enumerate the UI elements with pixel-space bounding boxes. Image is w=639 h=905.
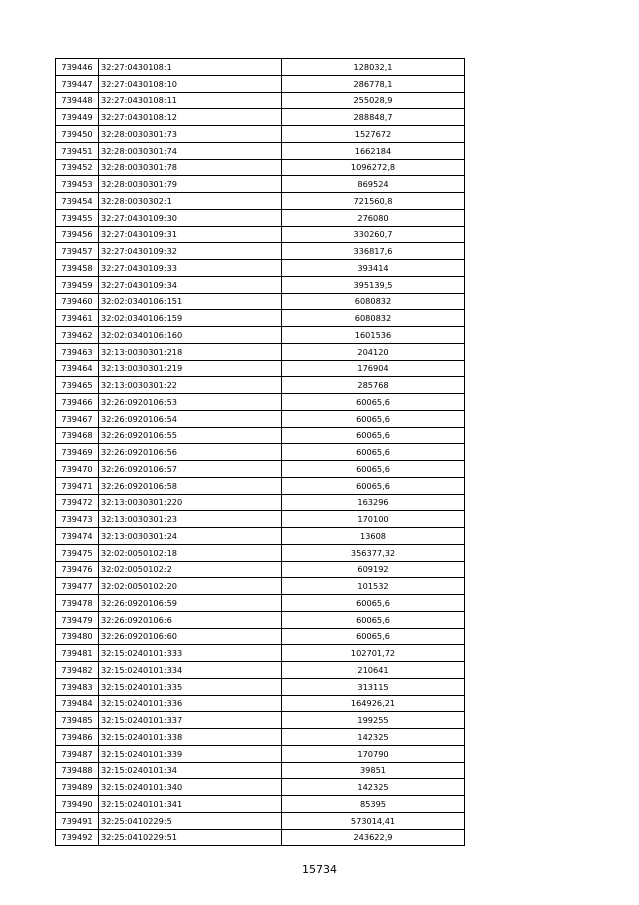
- cadastral-value-cell: 330260,7: [282, 226, 465, 243]
- table-row: [56, 343, 465, 360]
- row-id-cell: 739471: [56, 477, 99, 494]
- cadastral-value-cell: 60065,6: [282, 461, 465, 478]
- table-row: [56, 645, 465, 662]
- cadastral-number-cell: 32:13:0030301:218: [99, 343, 282, 360]
- cadastral-number-cell: 32:28:0030301:78: [99, 159, 282, 176]
- cadastral-number-cell: 32:13:0030301:22: [99, 377, 282, 394]
- cadastral-value-cell: 142325: [282, 779, 465, 796]
- row-id-cell: 739470: [56, 461, 99, 478]
- row-id-cell: 739473: [56, 511, 99, 528]
- cadastral-number-cell: 32:27:0430109:32: [99, 243, 282, 260]
- cadastral-number-cell: 32:26:0920106:60: [99, 628, 282, 645]
- row-id-cell: 739468: [56, 427, 99, 444]
- row-id-cell: 739454: [56, 193, 99, 210]
- cadastral-value-cell: 142325: [282, 729, 465, 746]
- table-row: [56, 243, 465, 260]
- table-row: [56, 779, 465, 796]
- row-id-cell: 739484: [56, 695, 99, 712]
- cadastral-value-cell: 1601536: [282, 327, 465, 344]
- cadastral-value-cell: 336817,6: [282, 243, 465, 260]
- cadastral-value-cell: 286778,1: [282, 75, 465, 92]
- table-row: [56, 209, 465, 226]
- cadastral-number-cell: 32:15:0240101:34: [99, 762, 282, 779]
- cadastral-number-cell: 32:13:0030301:23: [99, 511, 282, 528]
- cadastral-number-cell: 32:27:0430109:30: [99, 209, 282, 226]
- table-row: [56, 578, 465, 595]
- table-row: [56, 427, 465, 444]
- table-row: [56, 477, 465, 494]
- row-id-cell: 739465: [56, 377, 99, 394]
- row-id-cell: 739452: [56, 159, 99, 176]
- table-row: [56, 528, 465, 545]
- cadastral-value-cell: 102701,72: [282, 645, 465, 662]
- cadastral-value-cell: 163296: [282, 494, 465, 511]
- row-id-cell: 739450: [56, 126, 99, 143]
- table-row: [56, 92, 465, 109]
- table-row: [56, 410, 465, 427]
- cadastral-value-cell: 60065,6: [282, 595, 465, 612]
- table-row: [56, 494, 465, 511]
- cadastral-number-cell: 32:15:0240101:339: [99, 745, 282, 762]
- cadastral-value-cell: 60065,6: [282, 427, 465, 444]
- row-id-cell: 739472: [56, 494, 99, 511]
- cadastral-value-cell: 128032,1: [282, 59, 465, 76]
- table-row: [56, 595, 465, 612]
- cadastral-number-cell: 32:13:0030301:220: [99, 494, 282, 511]
- cadastral-number-cell: 32:27:0430109:31: [99, 226, 282, 243]
- row-id-cell: 739478: [56, 595, 99, 612]
- cadastral-number-cell: 32:26:0920106:53: [99, 394, 282, 411]
- row-id-cell: 739486: [56, 729, 99, 746]
- table-row: [56, 678, 465, 695]
- cadastral-value-cell: 101532: [282, 578, 465, 595]
- row-id-cell: 739453: [56, 176, 99, 193]
- cadastral-value-cell: 60065,6: [282, 394, 465, 411]
- table-row: [56, 511, 465, 528]
- cadastral-number-cell: 32:27:0430109:34: [99, 276, 282, 293]
- cadastral-number-cell: 32:15:0240101:336: [99, 695, 282, 712]
- row-id-cell: 739474: [56, 528, 99, 545]
- cadastral-number-cell: 32:27:0430108:10: [99, 75, 282, 92]
- table-row: [56, 461, 465, 478]
- cadastral-number-cell: 32:02:0050102:18: [99, 544, 282, 561]
- cadastral-value-cell: 6080832: [282, 293, 465, 310]
- cadastral-number-cell: 32:26:0920106:55: [99, 427, 282, 444]
- table-row: [56, 745, 465, 762]
- row-id-cell: 739476: [56, 561, 99, 578]
- table-row: [56, 75, 465, 92]
- cadastral-number-cell: 32:28:0030301:74: [99, 142, 282, 159]
- row-id-cell: 739459: [56, 276, 99, 293]
- cadastral-number-cell: 32:27:0430108:11: [99, 92, 282, 109]
- cadastral-number-cell: 32:26:0920106:56: [99, 444, 282, 461]
- table-row: [56, 109, 465, 126]
- cadastral-value-cell: 1096272,8: [282, 159, 465, 176]
- table-row: [56, 561, 465, 578]
- row-id-cell: 739482: [56, 662, 99, 679]
- cadastral-value-cell: 210641: [282, 662, 465, 679]
- row-id-cell: 739485: [56, 712, 99, 729]
- row-id-cell: 739455: [56, 209, 99, 226]
- cadastral-number-cell: 32:26:0920106:54: [99, 410, 282, 427]
- cadastral-value-cell: 573014,41: [282, 812, 465, 829]
- table-row: [56, 193, 465, 210]
- row-id-cell: 739489: [56, 779, 99, 796]
- cadastral-value-cell: 356377,32: [282, 544, 465, 561]
- cadastral-number-cell: 32:15:0240101:333: [99, 645, 282, 662]
- row-id-cell: 739467: [56, 410, 99, 427]
- cadastral-value-cell: 199255: [282, 712, 465, 729]
- table-row: [56, 159, 465, 176]
- row-id-cell: 739447: [56, 75, 99, 92]
- cadastral-number-cell: 32:02:0050102:2: [99, 561, 282, 578]
- cadastral-number-cell: 32:02:0050102:20: [99, 578, 282, 595]
- table-row: [56, 226, 465, 243]
- cadastral-value-cell: 204120: [282, 343, 465, 360]
- row-id-cell: 739483: [56, 678, 99, 695]
- cadastral-value-cell: 85395: [282, 796, 465, 813]
- cadastral-number-cell: 32:28:0030302:1: [99, 193, 282, 210]
- row-id-cell: 739479: [56, 611, 99, 628]
- row-id-cell: 739469: [56, 444, 99, 461]
- cadastral-number-cell: 32:13:0030301:24: [99, 528, 282, 545]
- cadastral-value-cell: 1527672: [282, 126, 465, 143]
- row-id-cell: 739481: [56, 645, 99, 662]
- table-row: [56, 176, 465, 193]
- row-id-cell: 739446: [56, 59, 99, 76]
- cadastral-value-cell: 60065,6: [282, 410, 465, 427]
- cadastral-number-cell: 32:28:0030301:73: [99, 126, 282, 143]
- cadastral-number-cell: 32:15:0240101:335: [99, 678, 282, 695]
- cadastral-number-cell: 32:15:0240101:337: [99, 712, 282, 729]
- row-id-cell: 739462: [56, 327, 99, 344]
- cadastral-value-cell: 313115: [282, 678, 465, 695]
- table-row: [56, 628, 465, 645]
- table-row: [56, 812, 465, 829]
- cadastral-value-cell: 60065,6: [282, 444, 465, 461]
- row-id-cell: 739463: [56, 343, 99, 360]
- cadastral-value-cell: 609192: [282, 561, 465, 578]
- table-row: [56, 611, 465, 628]
- cadastral-value-cell: 255028,9: [282, 92, 465, 109]
- cadastral-number-cell: 32:26:0920106:57: [99, 461, 282, 478]
- row-id-cell: 739490: [56, 796, 99, 813]
- table-row: [56, 59, 465, 76]
- row-id-cell: 739449: [56, 109, 99, 126]
- row-id-cell: 739466: [56, 394, 99, 411]
- table-row: [56, 444, 465, 461]
- cadastral-value-cell: 1662184: [282, 142, 465, 159]
- cadastral-number-cell: 32:15:0240101:334: [99, 662, 282, 679]
- cadastral-number-cell: 32:13:0030301:219: [99, 360, 282, 377]
- cadastral-value-cell: 60065,6: [282, 611, 465, 628]
- row-id-cell: 739475: [56, 544, 99, 561]
- table-row: [56, 544, 465, 561]
- cadastral-value-cell: 39851: [282, 762, 465, 779]
- cadastral-number-cell: 32:02:0340106:151: [99, 293, 282, 310]
- cadastral-value-table: [55, 58, 465, 846]
- table-row: [56, 695, 465, 712]
- cadastral-number-cell: 32:27:0430109:33: [99, 260, 282, 277]
- table-row: [56, 310, 465, 327]
- table-row: [56, 729, 465, 746]
- cadastral-value-cell: 6080832: [282, 310, 465, 327]
- row-id-cell: 739460: [56, 293, 99, 310]
- row-id-cell: 739488: [56, 762, 99, 779]
- cadastral-value-cell: 13608: [282, 528, 465, 545]
- table-row: [56, 360, 465, 377]
- table-row: [56, 327, 465, 344]
- table-row: [56, 712, 465, 729]
- row-id-cell: 739480: [56, 628, 99, 645]
- cadastral-number-cell: 32:26:0920106:58: [99, 477, 282, 494]
- page-number: 15734: [302, 863, 337, 876]
- table-row: [56, 662, 465, 679]
- cadastral-value-cell: 170100: [282, 511, 465, 528]
- row-id-cell: 739464: [56, 360, 99, 377]
- cadastral-value-cell: 170790: [282, 745, 465, 762]
- cadastral-number-cell: 32:25:0410229:5: [99, 812, 282, 829]
- cadastral-number-cell: 32:02:0340106:160: [99, 327, 282, 344]
- row-id-cell: 739457: [56, 243, 99, 260]
- cadastral-number-cell: 32:15:0240101:341: [99, 796, 282, 813]
- cadastral-number-cell: 32:26:0920106:6: [99, 611, 282, 628]
- table-row: [56, 394, 465, 411]
- row-id-cell: 739458: [56, 260, 99, 277]
- table-row: [56, 142, 465, 159]
- row-id-cell: 739461: [56, 310, 99, 327]
- cadastral-number-cell: 32:26:0920106:59: [99, 595, 282, 612]
- row-id-cell: 739448: [56, 92, 99, 109]
- cadastral-number-cell: 32:25:0410229:51: [99, 829, 282, 846]
- cadastral-value-cell: 164926,21: [282, 695, 465, 712]
- table-row: [56, 377, 465, 394]
- cadastral-value-cell: 276080: [282, 209, 465, 226]
- cadastral-value-cell: 721560,8: [282, 193, 465, 210]
- cadastral-value-cell: 60065,6: [282, 477, 465, 494]
- cadastral-number-cell: 32:28:0030301:79: [99, 176, 282, 193]
- row-id-cell: 739491: [56, 812, 99, 829]
- cadastral-number-cell: 32:02:0340106:159: [99, 310, 282, 327]
- table-row: [56, 796, 465, 813]
- table-row: [56, 126, 465, 143]
- cadastral-value-cell: 60065,6: [282, 628, 465, 645]
- row-id-cell: 739487: [56, 745, 99, 762]
- table-row: [56, 260, 465, 277]
- cadastral-value-cell: 285768: [282, 377, 465, 394]
- cadastral-number-cell: 32:15:0240101:340: [99, 779, 282, 796]
- row-id-cell: 739456: [56, 226, 99, 243]
- row-id-cell: 739492: [56, 829, 99, 846]
- cadastral-value-cell: 243622,9: [282, 829, 465, 846]
- table-row: [56, 762, 465, 779]
- cadastral-value-cell: 869524: [282, 176, 465, 193]
- row-id-cell: 739477: [56, 578, 99, 595]
- cadastral-value-cell: 288848,7: [282, 109, 465, 126]
- cadastral-value-cell: 176904: [282, 360, 465, 377]
- cadastral-number-cell: 32:27:0430108:1: [99, 59, 282, 76]
- cadastral-number-cell: 32:15:0240101:338: [99, 729, 282, 746]
- table-row: [56, 293, 465, 310]
- table-row: [56, 276, 465, 293]
- cadastral-value-cell: 393414: [282, 260, 465, 277]
- table-row: [56, 829, 465, 846]
- row-id-cell: 739451: [56, 142, 99, 159]
- cadastral-number-cell: 32:27:0430108:12: [99, 109, 282, 126]
- cadastral-value-cell: 395139,5: [282, 276, 465, 293]
- table-body: [56, 59, 465, 846]
